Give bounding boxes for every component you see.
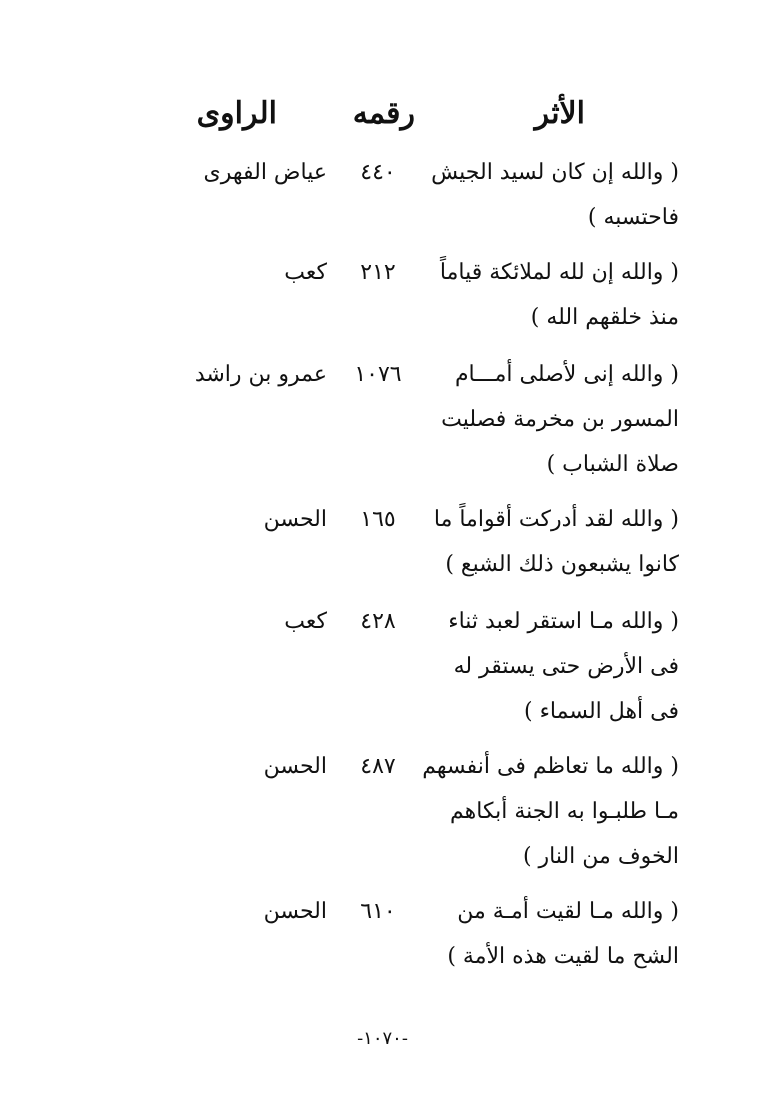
athar-line: ( والله ما تعاظم فى أنفسهم — [422, 754, 679, 779]
entry-narrator: كعب — [284, 260, 327, 285]
entry-row — [0, 599, 765, 734]
athar-line: كانوا يشبعون ذلك الشبع ) — [445, 552, 679, 577]
entry-narrator: عياض الفهرى — [203, 160, 327, 185]
entry-row — [0, 744, 765, 879]
entry-number: ٤٤٠ — [360, 160, 396, 185]
entry-row — [0, 889, 765, 979]
athar-text — [427, 497, 679, 587]
entry-row — [0, 497, 765, 587]
athar-line: فى الأرض حتى يستقر له — [453, 654, 679, 679]
entry-row — [0, 352, 765, 487]
header-athar: الأثر — [534, 96, 585, 131]
table-header — [0, 92, 765, 136]
entry-row — [0, 150, 765, 240]
athar-line: منذ خلقهم الله ) — [530, 305, 679, 330]
athar-line: ( والله مـا لقيت أمـة من — [457, 899, 679, 924]
athar-line: الخوف من النار ) — [522, 844, 679, 869]
entry-number: ١٦٥ — [360, 507, 396, 532]
athar-text — [427, 250, 679, 340]
athar-line: ( والله إن لله لملائكة قياماً — [439, 260, 679, 285]
entry-narrator: كعب — [284, 609, 327, 634]
entry-number: ٢١٢ — [360, 260, 396, 285]
entry-number: ٦١٠ — [360, 899, 396, 924]
entry-narrator: الحسن — [263, 507, 327, 532]
athar-text — [427, 889, 679, 979]
entry-narrator: الحسن — [263, 899, 327, 924]
athar-line: ( والله إنى لأصلى أمـــام — [454, 362, 679, 387]
athar-line: فاحتسبه ) — [587, 205, 679, 230]
entry-number: ١٠٧٦ — [354, 362, 402, 387]
entry-number: ٤٨٧ — [360, 754, 396, 779]
athar-line: المسور بن مخرمة فصليت — [441, 407, 679, 432]
athar-text — [427, 352, 679, 487]
athar-text — [427, 150, 679, 240]
entry-narrator: عمرو بن راشد — [194, 362, 327, 387]
page-number: -١٠٧٠- — [357, 1028, 408, 1049]
athar-line: الشح ما لقيت هذه الأمة ) — [447, 944, 679, 969]
entries-list — [0, 150, 765, 979]
athar-line: ( والله إن كان لسيد الجيش — [431, 160, 679, 185]
header-rawi: الراوى — [196, 96, 277, 131]
entry-number: ٤٢٨ — [360, 609, 396, 634]
athar-line: صلاة الشباب ) — [546, 452, 679, 477]
header-raqm: رقمه — [352, 96, 415, 131]
athar-line: فى أهل السماء ) — [524, 699, 679, 724]
athar-line: ( والله لقد أدركت أقواماً ما — [433, 507, 679, 532]
athar-line: ( والله مـا استقر لعبد ثناء — [448, 609, 679, 634]
entry-narrator: الحسن — [263, 754, 327, 779]
entry-row — [0, 250, 765, 340]
athar-text — [422, 744, 679, 879]
athar-text — [427, 599, 679, 734]
athar-line: مـا طلبـوا به الجنة أبكاهم — [450, 799, 679, 824]
